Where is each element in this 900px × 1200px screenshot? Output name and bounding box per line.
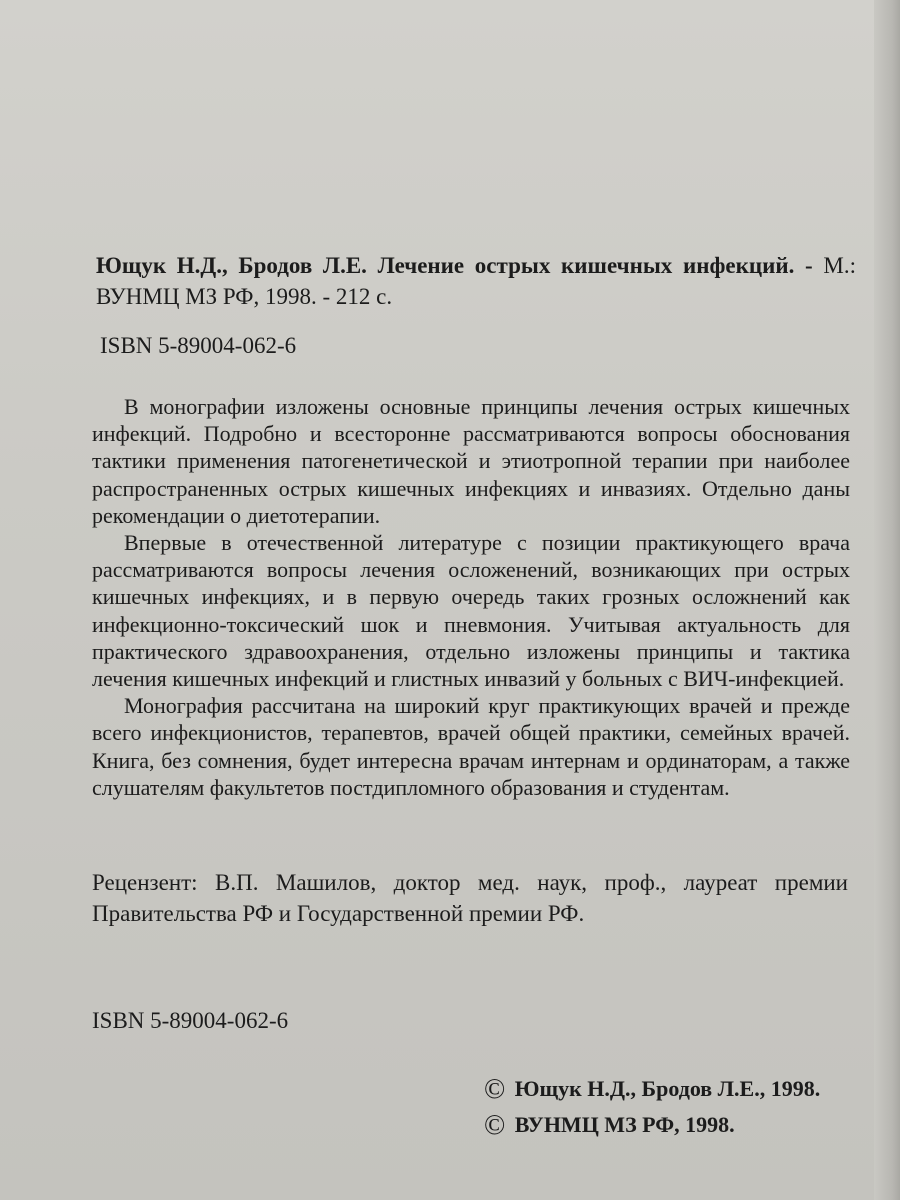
- copyright-icon: ©: [484, 1074, 506, 1105]
- abstract: [92, 393, 850, 801]
- copyright-icon: ©: [484, 1110, 506, 1141]
- copyright-text: ВУНМЦ МЗ РФ, 1998.: [514, 1112, 735, 1137]
- copyright-publisher: [484, 1110, 735, 1142]
- isbn-bottom: ISBN 5-89004-062-6: [92, 1008, 289, 1033]
- authors-title: Ющук Н.Д., Бродов Л.Е. Лечение острых кишечных инфекций. -: [96, 253, 813, 278]
- page-edge-shadow: [874, 0, 900, 1200]
- abstract-paragraph: В монографии изложены основные принципы лечения острых кишечных инфекций. Подробно и всесторонне рассматриваются вопросы обоснования тактики применения патогенетической и этиотропной терапии при наиболее распространенных острых кишечных инфекциях и инвазиях. Отдельно даны рекомендации о диетотерапии.: [92, 394, 850, 528]
- publication-info: М.: ВУНМЦ МЗ РФ, 1998. - 212 с.: [96, 253, 857, 309]
- isbn-top: ISBN 5-89004-062-6: [100, 333, 297, 358]
- bibliographic-record: [96, 250, 856, 312]
- abstract-paragraph: Монография рассчитана на широкий круг практикующих врачей и прежде всего инфекционистов, терапевтов, врачей общей практики, семейных врачей. Книга, без сомнения, будет интересна врачам интернам и ординаторам, а также слушателям факультетов постдипломного образования и студентам.: [92, 693, 850, 800]
- copyright-authors: [484, 1074, 820, 1106]
- copyright-text: Ющук Н.Д., Бродов Л.Е., 1998.: [514, 1076, 821, 1101]
- reviewer-note: Рецензент: В.П. Машилов, доктор мед. наук, проф., лауреат премии Правительства РФ и Государственной премии РФ.: [92, 870, 848, 926]
- abstract-paragraph: Впервые в отечественной литературе с позиции практикующего врача рассматриваются вопросы лечения осложенений, возникающих при острых кишечных инфекциях, и в первую очередь таких грозных осложнений как инфекционно-токсический шок и пневмония. Учитывая актуальность для практического здравоохранения, отдельно изложены принципы и тактика лечения кишечных инфекций и глистных инвазий у больных с ВИЧ-инфекцией.: [92, 530, 850, 692]
